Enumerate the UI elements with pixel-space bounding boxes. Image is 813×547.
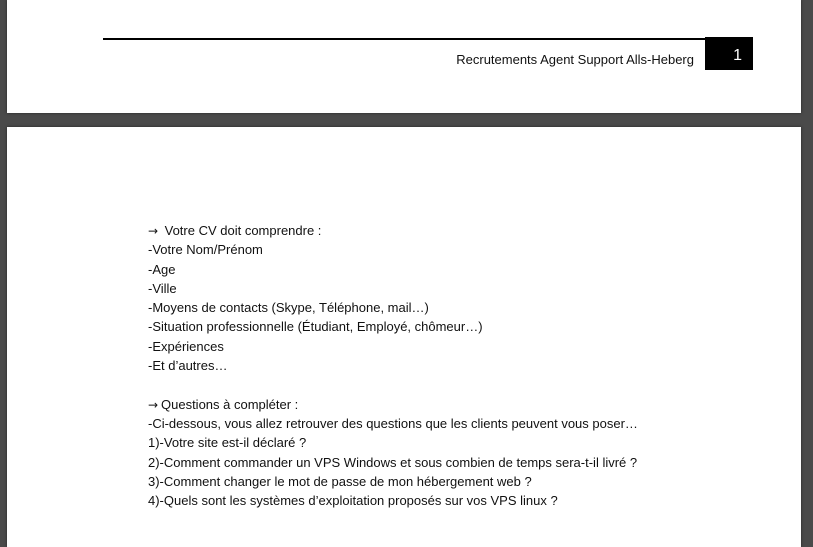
cv-item: -Et d’autres…: [148, 358, 228, 374]
question-item: 4)-Quels sont les systèmes d’exploitation proposés sur vos VPS linux ?: [148, 493, 558, 509]
document-page-2: [7, 127, 801, 547]
arrow-right-icon: →: [148, 224, 159, 238]
cv-item: -Situation professionnelle (Étudiant, Employé, chômeur…): [148, 319, 483, 335]
cv-item: -Expériences: [148, 338, 224, 354]
cv-item: -Votre Nom/Prénom: [148, 242, 263, 258]
questions-intro: -Ci-dessous, vous allez retrouver des questions que les clients peuvent vous poser…: [148, 415, 638, 431]
header-title: Recrutements Agent Support Alls-Heberg: [456, 52, 694, 67]
questions-heading-text: Questions à compléter :: [161, 396, 299, 412]
questions-section-heading: [148, 395, 768, 414]
document-body: [148, 221, 768, 510]
cv-item: -Ville: [148, 280, 177, 296]
cv-item: -Age: [148, 261, 176, 277]
document-page-1: [7, 0, 801, 113]
cv-heading-text: Votre CV doit comprendre :: [161, 223, 322, 238]
cv-section-heading: [148, 221, 768, 240]
question-item: 2)-Comment commander un VPS Windows et sous combien de temps sera-t-il livré ?: [148, 454, 638, 470]
arrow-right-icon: →: [148, 397, 159, 412]
question-item: 3)-Comment changer le mot de passe de mon hébergement web ?: [148, 473, 532, 489]
section-spacer: [148, 375, 768, 394]
question-item: 1)-Votre site est-il déclaré ?: [148, 435, 307, 451]
cv-item: -Moyens de contacts (Skype, Téléphone, mail…): [148, 300, 429, 316]
page-number-badge: 1: [705, 37, 753, 70]
header-rule: [103, 38, 753, 40]
